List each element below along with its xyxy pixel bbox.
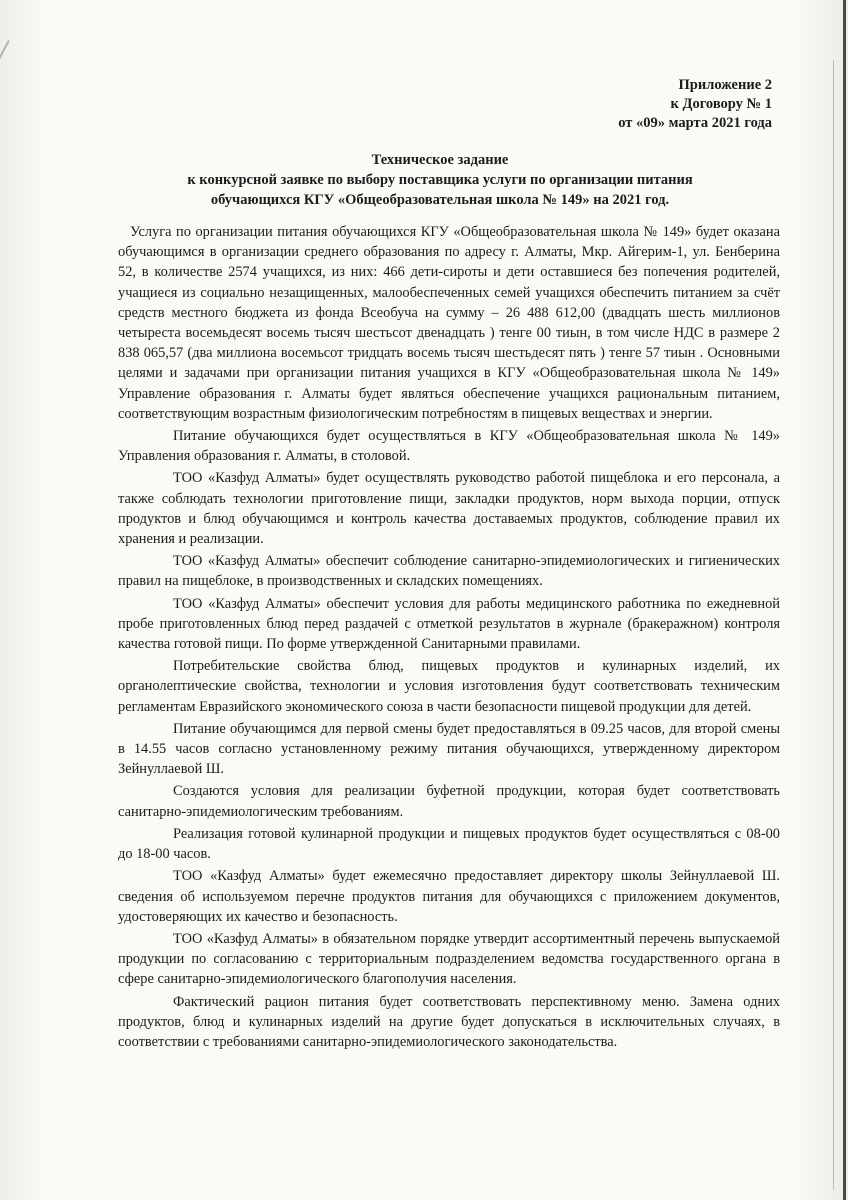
paragraph-medical: ТОО «Казфуд Алматы» обеспечит условия для работы медицинского работника по ежедневной пробе приготовленных блюд перед раздачей с отметкой результатов в журнале (бракеражном) контроля качества готовой пищи. По форме утвержденной Санитарными правилами.	[118, 595, 780, 653]
paragraph-service: Услуга по организации питания обучающихся КГУ «Общеобразовательная школа № 149» будет оказана обучающимся в организации среднего образования по адресу г. Алматы, Мкр. Айгерим-1, ул. Бенберина 52, в количестве 2574 учащихся, из них: 466 дети-сироты и дети оставшиеся без попечения родителей, учащиеся из социально незащищенных, малообеспеченных семей учащихся обеспечить питанием за счёт средств местного бюджета из фонда Всеобуча на сумму – 26 488 612,00 (двадцать шесть миллионов четыреста восемьдесят восемь тысяч шестьсот двенадцать ) тенге 00 тиын, в том числе НДС в размере 2 838 065,57 (два миллиона восемьсот тридцать восемь тысяч шестьдесят пять ) тенге 57 тиын . Основными целями и задачами при организации питания учащихся в КГУ «Общеобразовательная школа № 149» Управление образования г. Алматы будет являться обеспечение учащихся рациональным питанием, соответствующим возрастным физиологическим потребностям в пищевых веществах и энергии.	[118, 224, 780, 422]
annex-contract: к Договору № 1	[670, 96, 772, 112]
paragraph-properties: Потребительские свойства блюд, пищевых продуктов и кулинарных изделий, их органолептические свойства, технологии и условия изготовления будут соответствовать техническим регламентам Евразийского экономического союза в части безопасности пищевой продукции для детей.	[118, 658, 780, 715]
document-title	[120, 150, 760, 210]
title-line-1: Техническое задание	[371, 152, 509, 168]
paragraph-management: ТОО «Казфуд Алматы» будет осуществлять руководство работой пищеблока и его персонала, а также соблюдать технологии приготовление пищи, закладки продуктов, норм выхода порции, отпуск продуктов и блюд обучающимся и контроль качества доставаемых продуктов, соблюдение правил их хранения и реализации.	[118, 470, 780, 548]
paragraph-reporting: ТОО «Казфуд Алматы» будет ежемесячно предоставляет директору школы Зейнуллаевой Ш. сведения об используемом перечне продуктов питания для обучающихся с приложением документов, удостоверяющих их качество и безопасность.	[118, 868, 780, 925]
paragraph-location: Питание обучающихся будет осуществляться в КГУ «Общеобразовательная школа № 149» Управления образования г. Алматы, в столовой.	[118, 428, 780, 465]
annex-date: от «09» марта 2021 года	[618, 115, 772, 131]
title-line-2: к конкурсной заявке по выбору поставщика услуги по организации питания	[187, 172, 693, 188]
annex-header	[618, 76, 772, 133]
scan-border	[843, 0, 846, 1200]
paragraph-buffet: Создаются условия для реализации буфетной продукции, которая будет соответствовать санитарно-эпидемиологическим требованиям.	[118, 783, 780, 820]
paragraph-schedule: Питание обучающимся для первой смены будет предоставляться в 09.25 часов, для второй смены в 14.55 часов согласно установленному режиму питания обучающихся, утвержденному директором Зейнуллаевой Ш.	[118, 720, 780, 778]
paper-crease	[0, 40, 10, 138]
document-body	[118, 222, 780, 1054]
page-edge	[833, 60, 834, 1190]
paragraph-ration: Фактический рацион питания будет соответствовать перспективному меню. Замена одних продуктов, блюд и кулинарных изделий на другие будет допускаться в исключительных случаях, в соответствии с требованиями санитарно-эпидемиологического законодательства.	[118, 993, 780, 1050]
title-line-3: обучающихся КГУ «Общеобразовательная школа № 149» на 2021 год.	[210, 192, 670, 208]
paragraph-sanitary: ТОО «Казфуд Алматы» обеспечит соблюдение санитарно-эпидемиологических и гигиенических правил на пищеблоке, в производственных и складских помещениях.	[118, 553, 780, 590]
annex-number: Приложение 2	[678, 77, 772, 93]
paragraph-hours: Реализация готовой кулинарной продукции и пищевых продуктов будет осуществляться с 08-00 до 18-00 часов.	[118, 825, 780, 863]
paragraph-assortment: ТОО «Казфуд Алматы» в обязательном порядке утвердит ассортиментный перечень выпускаемой продукции по согласованию с территориальным подразделением ведомства государственного органа в сфере санитарно-эпидемиологического благополучия населения.	[118, 930, 780, 988]
